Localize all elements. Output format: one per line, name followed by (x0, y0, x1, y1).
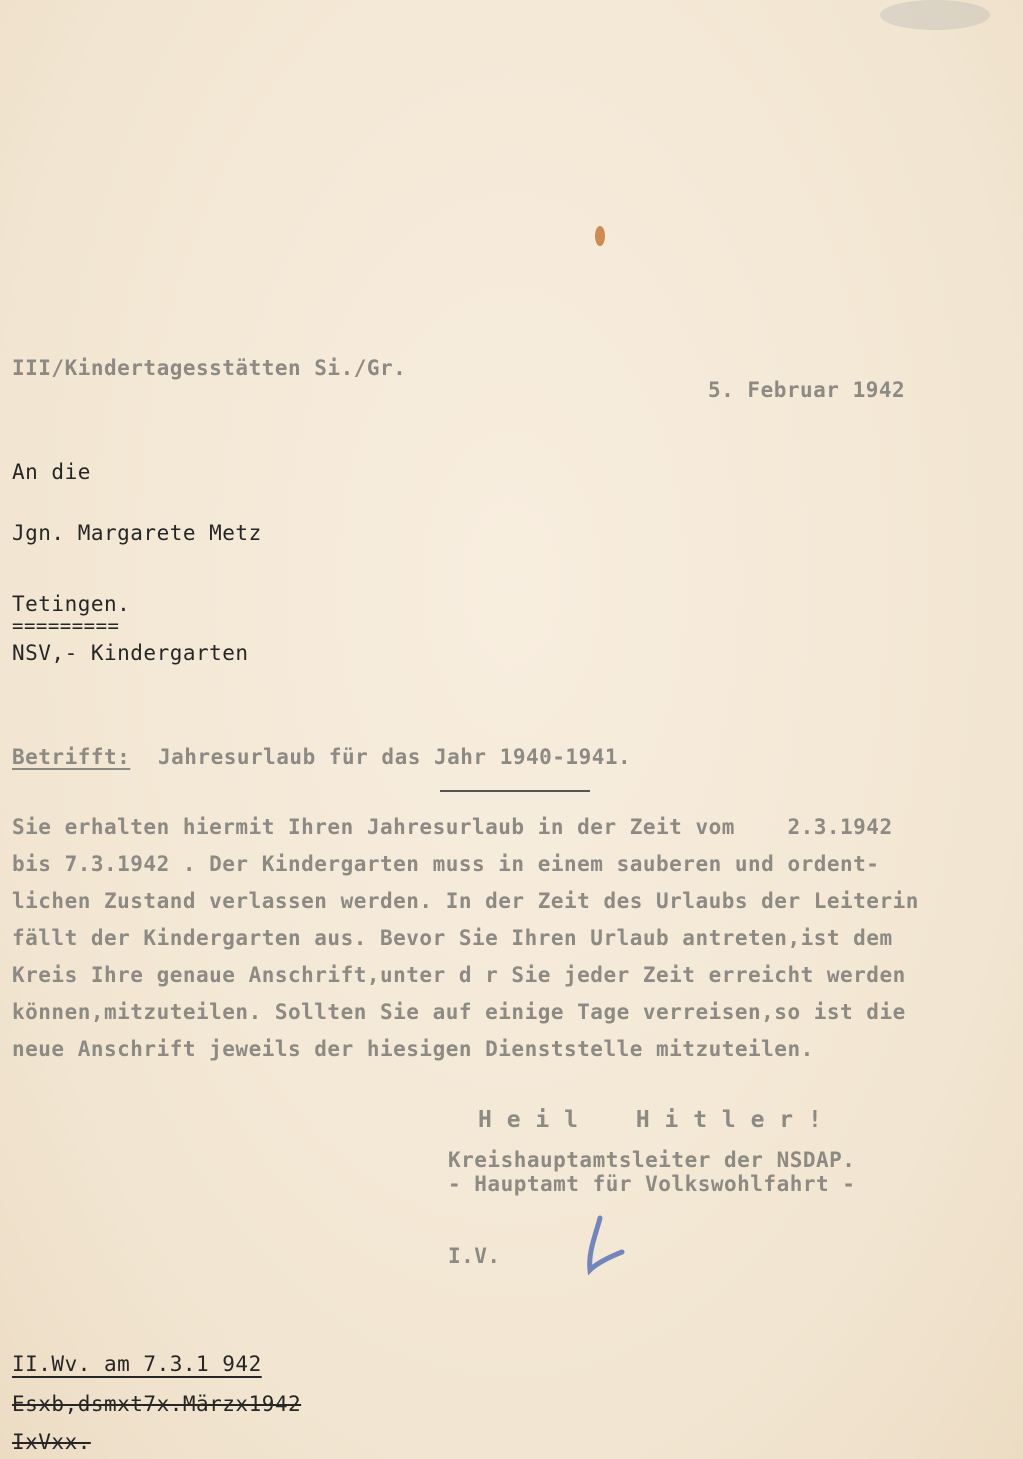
body-line: Kreis Ihre genaue Anschrift,unter d r Sie jeder Zeit erreicht werden (12, 963, 906, 987)
town-underline: ========= (12, 615, 120, 637)
address-to: An die (12, 460, 91, 484)
recipient-name: Jgn. Margarete Metz (12, 521, 262, 545)
reference-line: III/Kindertagesstätten Si./Gr. (12, 356, 407, 380)
subject-text: Jahresurlaub für das Jahr 1940-1941. (158, 745, 632, 769)
signature-mark (578, 1212, 638, 1282)
signatory-department: - Hauptamt für Volkswohlfahrt - (448, 1172, 856, 1196)
signatory-title: Kreishauptamtsleiter der NSDAP. (448, 1148, 856, 1172)
letter-date: 5. Februar 1942 (708, 378, 906, 402)
footer-forward-note: II.Wv. am 7.3.1 942 (12, 1352, 262, 1376)
body-line: bis 7.3.1942 . Der Kindergarten muss in einem sauberen und ordent- (12, 852, 880, 876)
subject-label: Betrifft: (12, 745, 131, 769)
closing-greeting: H e i l H i t l e r ! (478, 1107, 823, 1133)
recipient-town: Tetingen. (12, 592, 131, 616)
iv-label: I.V. (448, 1244, 501, 1268)
body-line: neue Anschrift jeweils der hiesigen Dienststelle mitzuteilen. (12, 1037, 814, 1061)
body-line: lichen Zustand verlassen werden. In der Zeit des Urlaubs der Leiterin (12, 889, 919, 913)
subject-rule (440, 790, 590, 792)
body-line: können,mitzuteilen. Sollten Sie auf einige Tage verreisen,so ist die (12, 1000, 906, 1024)
footer-struck-line: Esxb,dsmxt7x.Märzx1942 (12, 1392, 302, 1416)
rust-stain (595, 226, 605, 246)
body-line: Sie erhalten hiermit Ihren Jahresurlaub in der Zeit vom 2.3.1942 (12, 815, 893, 839)
smudge-mark (880, 0, 990, 30)
recipient-org: NSV,- Kindergarten (12, 641, 249, 665)
footer-struck-initials: IxVxx. (12, 1430, 91, 1454)
body-line: fällt der Kindergarten aus. Bevor Sie Ihren Urlaub antreten,ist dem (12, 926, 893, 950)
